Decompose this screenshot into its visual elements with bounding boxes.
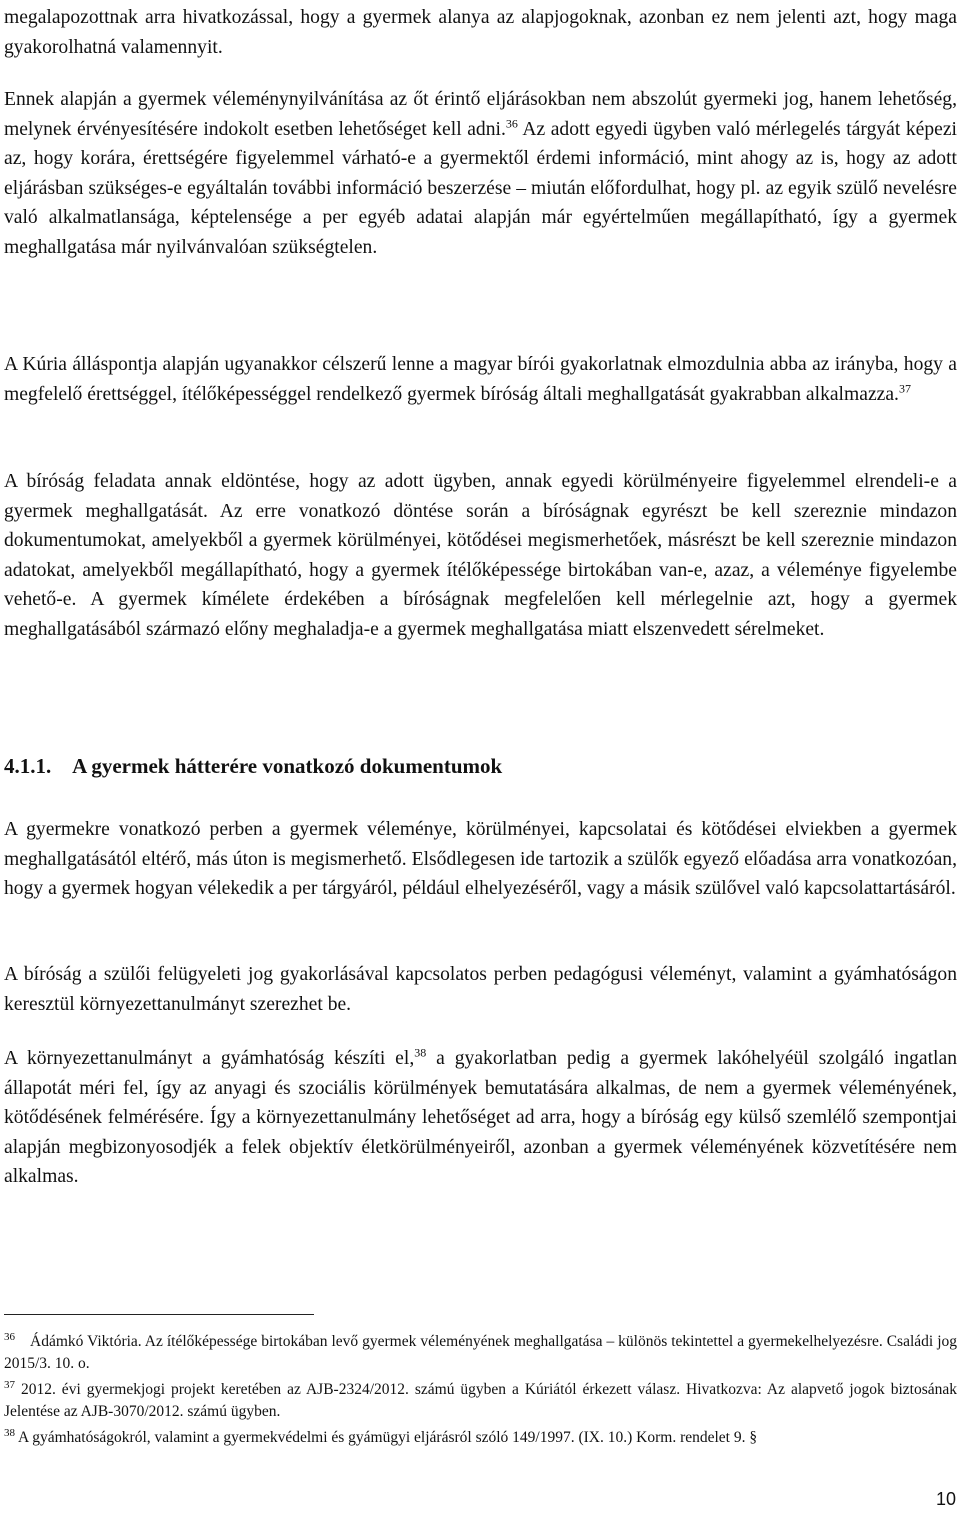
footnote-38 [4,1427,957,1449]
paragraph-text: A gyermekre vonatkozó perben a gyermek véleménye, körülményei, kapcsolatai és kötődései elviekben a gyermek meghallgatásától eltérő, más úton is megismerhető. Elsődlegesen ide tartozik a szülők egyező előadása arra vonatkozóan, hogy a gyermek hogyan vélekedik a per tárgyáról, például elhelyezéséről, vagy a másik szülővel való kapcsolattartásáról. [4,819,957,899]
footnote-separator [4,1314,314,1315]
paragraph-kuria-position [4,350,957,409]
footnote-36: $^{36}$ Ádámkó Viktória. Az ítélőképessége birtokában levő gyermek véleményének meghallgatása – különös tekintettel a gyermekelhelyezésre. Családi jog 2015/3. 10. o. [4,1330,957,1372]
footnote-reference-36[interactable]: 36 [505,115,518,130]
paragraph-text: Az adott egyedi ügyben való mérlegelés tárgyát képezi az, hogy korára, érettségére figyelemmel várható-e a gyermektől érdemi információ, mint ahogy az is, hogy az adott eljárásban szükséges-e egyáltalán további információ beszerzése – miután előfordulhat, hogy pl. az egyik szülő nevelésre való alkalmatlansága, képtelensége a per egyéb adatai alapján már egyértelműen megállapítható, így a gyermek meghallgatása már nyilvánvalóan szükségtelen. [4,118,957,258]
footnote-text: 2012. évi gyermekjogi projekt keretében az AJB-2324/2012. számú ügyben a Kúriától érkezett válasz. Hivatkozva: Az alapvető jogok biztosának Jelentése az AJB-3070/2012. számú ügyben. [4,1381,957,1420]
paragraph-text: megalapozottnak arra hivatkozással, hogy a gyermek alanya az alapjogoknak, azonban ez nem jelenti azt, hogy maga gyakorolhatná valamennyit. [4,7,957,58]
footnote-number: 38 [4,1426,15,1439]
paragraph-child-opinion [4,85,957,262]
paragraph-text: Ennek alapján a gyermek véleménynyilvánítása az őt érintő eljárásokban nem abszolút gyermeki jog, hanem lehetőség, melynek érvényesítésére indokolt esetben lehetőséget kell adni. [4,89,957,140]
paragraph-environmental-study [4,1044,957,1192]
paragraph-court-task [4,467,957,644]
paragraph-text: A bíróság a szülői felügyeleti jog gyakorlásával kapcsolatos perben pedagógusi véleményt, valamint a gyámhatóságon keresztül környezettanulmányt szerezhet be. [4,964,957,1015]
footnote-37 [4,1379,957,1423]
section-number: 4.1.1. [4,754,52,778]
paragraph-continuation [4,3,957,62]
footnote-text: Ádámkó Viktória. Az ítélőképessége birtokában levő gyermek véleményének meghallgatása – különös tekintettel a gyermekelhelyezésre. Családi jog 2015/3. 10. o. [4,1333,957,1372]
paragraph-pedagogical-opinion [4,960,957,1019]
footnote-reference-37[interactable]: 37 [898,380,911,395]
section-heading [4,751,502,781]
footnote-reference-38[interactable]: 38 [414,1045,427,1060]
paragraph-text: A Kúria álláspontja alapján ugyanakkor célszerű lenne a magyar bírói gyakorlatnak elmozdulnia abba az irányba, hogy a megfelelő érettséggel, ítélőképességgel rendelkező gyermek bíróság általi meghallgatását gyakrabban alkalmazza. [4,354,957,405]
paragraph-text: A bíróság feladata annak eldöntése, hogy az adott ügyben, annak egyedi körülményeire figyelemmel elrendeli-e a gyermek meghallgatását. Az erre vonatkozó döntése során a bíróságnak egyrészt be kell szereznie mindazon dokumentumokat, amelyekből a gyermek körülményei, kötődései megismerhetőek, másrészt be kell szereznie mindazon adatokat, amelyekből megállapítható, hogy a gyermek ítélőképessége birtokában van-e, azaz, a véleménye figyelembe vehető-e. A gyermek kímélete érdekében a bíróságnak megfelelően kell mérlegelnie azt, hogy a gyermek meghallgatásából származó előny meghaladja-e a gyermek meghallgatása miatt elszenvedett sérelmeket. [4,471,957,640]
page-number: 10 [935,1489,956,1509]
paragraph-background-documents [4,815,957,904]
section-title: A gyermek hátterére vonatkozó dokumentumok [72,754,503,778]
footnote-text: A gyámhatóságokról, valamint a gyermekvédelmi és gyámügyi eljárásról szóló 149/1997. (IX. 10.) Korm. rendelet 9. § [18,1429,758,1446]
paragraph-text: a gyakorlatban pedig a gyermek lakóhelyéül szolgáló ingatlan állapotát méri fel, így az anyagi és szociális körülmények bemutatására alkalmas, de nem a gyermek véleményének, kötődésének felmérésére. Így a környezettanulmány lehetőséget ad arra, hogy a bíróság egy külső szemlélő szempontjai alapján megbizonyosodjék a felek objektív életkörülményeiről, azonban a gyermek véleményének közvetítésére nem alkalmas. [4,1048,957,1187]
paragraph-text: A környezettanulmányt a gyámhatóság készíti el, [4,1048,415,1069]
footnote-number: 37 [4,1378,15,1391]
